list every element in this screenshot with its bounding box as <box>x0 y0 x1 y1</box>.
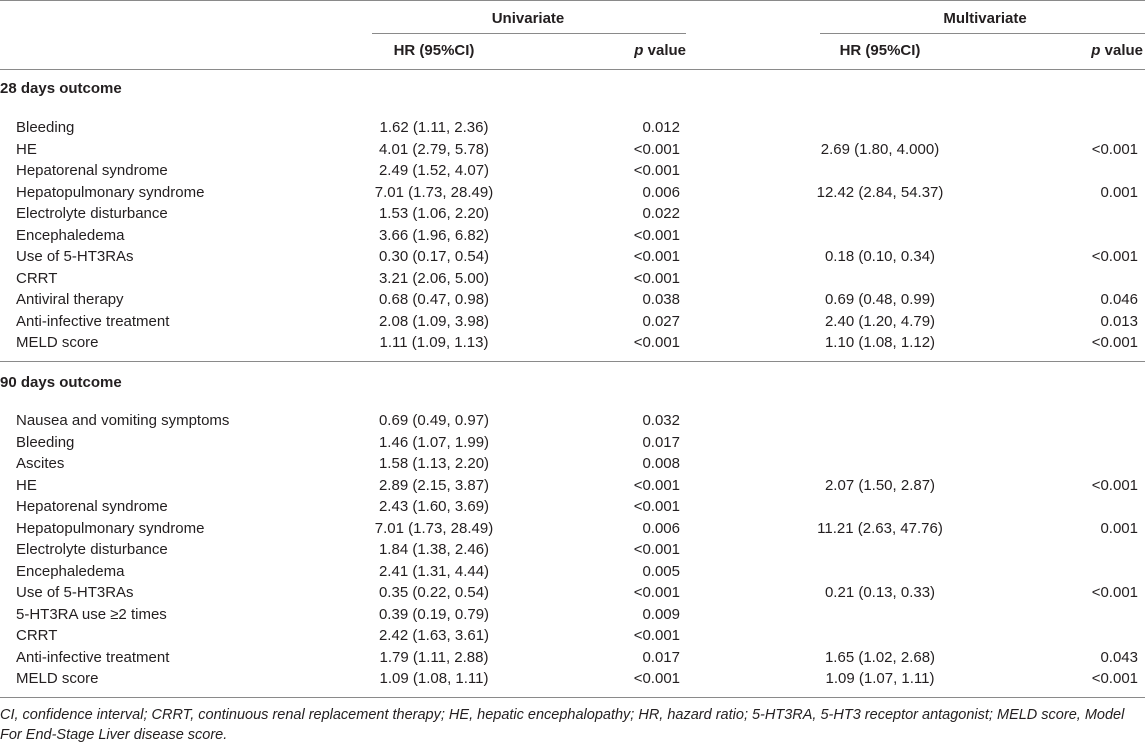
row-label: CRRT <box>16 627 58 644</box>
p-symbol: p <box>1091 42 1101 59</box>
p-value-word: value <box>1100 42 1143 59</box>
univariate-p-cell: 0.022 <box>642 205 680 222</box>
univariate-hr-header: HR (95%CI) <box>393 42 475 59</box>
multivariate-p-cell: <0.001 <box>1091 140 1138 158</box>
row-label: Encephaledema <box>16 226 125 244</box>
univariate-p-cell: <0.001 <box>633 584 680 601</box>
section-title: 90 days outcome <box>0 374 122 391</box>
univariate-hr-cell: 4.01 (2.79, 5.78) <box>378 140 490 158</box>
univariate-hr-cell: 1.46 (1.07, 1.99) <box>378 433 490 451</box>
p-symbol: p <box>634 42 644 59</box>
multivariate-p-cell: 0.001 <box>1100 519 1138 537</box>
univariate-p-cell: 0.006 <box>642 183 680 201</box>
multivariate-hr-cell: 11.21 (2.63, 47.76) <box>817 519 943 537</box>
multivariate-p-cell: <0.001 <box>1091 248 1138 265</box>
top-rule <box>0 0 1145 1</box>
row-label: Ascites <box>16 455 65 472</box>
univariate-p-cell: 0.017 <box>642 433 680 451</box>
univariate-p-cell: 0.027 <box>642 312 680 330</box>
table-footnote: CI, confidence interval; CRRT, continuous renal replacement therapy; HE, hepatic encephalopathy; HR, hazard ratio; 5-HT3RA, 5-HT3 receptor antagonist; MELD score, Model For End-Stage Liver disease score. <box>0 707 1125 743</box>
univariate-p-header <box>634 42 686 60</box>
univariate-p-cell: 0.032 <box>642 412 680 429</box>
multivariate-hr-cell: 0.21 (0.13, 0.33) <box>824 584 936 601</box>
multivariate-p-header <box>1091 42 1143 60</box>
univariate-hr-cell: 0.39 (0.19, 0.79) <box>378 605 490 623</box>
univariate-hr-cell: 2.41 (1.31, 4.44) <box>378 562 490 580</box>
multivariate-p-cell: 0.013 <box>1100 312 1138 330</box>
univariate-p-cell: <0.001 <box>633 269 680 287</box>
multivariate-rule <box>820 33 1145 34</box>
multivariate-p-cell: 0.046 <box>1100 291 1138 308</box>
univariate-hr-cell: 2.49 (1.52, 4.07) <box>378 162 490 179</box>
row-label: Electrolyte disturbance <box>16 205 168 222</box>
univariate-hr-cell: 0.68 (0.47, 0.98) <box>378 291 490 308</box>
univariate-hr-cell: 2.89 (2.15, 3.87) <box>378 476 490 494</box>
univariate-hr-cell: 1.84 (1.38, 2.46) <box>378 541 490 558</box>
univariate-hr-cell: 0.30 (0.17, 0.54) <box>378 248 490 265</box>
row-label: HE <box>16 140 37 158</box>
row-label: Anti-infective treatment <box>16 312 170 330</box>
row-label: Nausea and vomiting symptoms <box>16 412 230 429</box>
row-label: Antiviral therapy <box>16 291 124 308</box>
univariate-p-cell: <0.001 <box>633 140 680 158</box>
multivariate-p-cell: <0.001 <box>1091 670 1138 687</box>
univariate-p-cell: <0.001 <box>633 541 680 558</box>
univariate-p-cell: <0.001 <box>633 498 680 515</box>
row-label: Anti-infective treatment <box>16 648 170 666</box>
univariate-p-cell: <0.001 <box>633 334 680 351</box>
multivariate-hr-cell: 2.40 (1.20, 4.79) <box>824 312 936 330</box>
univariate-p-cell: 0.008 <box>642 455 680 472</box>
row-label: 5-HT3RA use ≥2 times <box>16 605 167 623</box>
row-label: Hepatorenal syndrome <box>16 162 168 179</box>
multivariate-header: Multivariate <box>943 10 1027 27</box>
multivariate-hr-cell: 0.69 (0.48, 0.99) <box>824 291 936 308</box>
univariate-hr-cell: 2.08 (1.09, 3.98) <box>378 312 490 330</box>
univariate-hr-cell: 1.62 (1.11, 2.36) <box>379 119 489 136</box>
univariate-hr-cell: 1.53 (1.06, 2.20) <box>378 205 490 222</box>
univariate-p-cell: <0.001 <box>633 670 680 687</box>
multivariate-p-cell: 0.001 <box>1100 183 1138 201</box>
multivariate-p-cell: 0.043 <box>1100 648 1138 666</box>
section-rule <box>0 361 1145 362</box>
univariate-hr-cell: 1.79 (1.11, 2.88) <box>379 648 489 666</box>
multivariate-hr-cell: 2.69 (1.80, 4.000) <box>820 140 940 158</box>
univariate-hr-cell: 2.43 (1.60, 3.69) <box>378 498 490 515</box>
multivariate-hr-cell: 0.18 (0.10, 0.34) <box>824 248 936 265</box>
row-label: Hepatopulmonary syndrome <box>16 183 205 201</box>
univariate-p-cell: 0.009 <box>642 605 680 623</box>
univariate-hr-cell: 7.01 (1.73, 28.49) <box>374 519 494 537</box>
multivariate-hr-cell: 1.09 (1.07, 1.11) <box>825 670 935 687</box>
p-value-word: value <box>643 42 686 59</box>
row-label: Encephaledema <box>16 562 125 580</box>
row-label: HE <box>16 476 37 494</box>
univariate-hr-cell: 0.69 (0.49, 0.97) <box>378 412 490 429</box>
row-label: Hepatopulmonary syndrome <box>16 519 205 537</box>
univariate-p-cell: 0.012 <box>642 119 680 136</box>
univariate-hr-cell: 7.01 (1.73, 28.49) <box>374 183 494 201</box>
row-label: Hepatorenal syndrome <box>16 498 168 515</box>
univariate-p-cell: 0.005 <box>642 562 680 580</box>
multivariate-hr-header: HR (95%CI) <box>839 42 921 59</box>
header-rule <box>0 69 1145 70</box>
univariate-p-cell: <0.001 <box>633 627 680 644</box>
row-label: MELD score <box>16 670 99 687</box>
multivariate-hr-cell: 12.42 (2.84, 54.37) <box>816 183 944 201</box>
univariate-header: Univariate <box>491 10 565 27</box>
univariate-p-cell: 0.006 <box>642 519 680 537</box>
row-label: Bleeding <box>16 119 75 136</box>
row-label: CRRT <box>16 269 58 287</box>
multivariate-hr-cell: 1.65 (1.02, 2.68) <box>824 648 936 666</box>
univariate-hr-cell: 1.58 (1.13, 2.20) <box>378 455 490 472</box>
row-label: Use of 5-HT3RAs <box>16 584 134 601</box>
univariate-p-cell: <0.001 <box>633 248 680 265</box>
univariate-hr-cell: 3.66 (1.96, 6.82) <box>378 226 490 244</box>
multivariate-hr-cell: 1.10 (1.08, 1.12) <box>824 334 936 351</box>
univariate-rule <box>372 33 686 34</box>
univariate-hr-cell: 2.42 (1.63, 3.61) <box>378 627 490 644</box>
row-label: Use of 5-HT3RAs <box>16 248 134 265</box>
univariate-p-cell: <0.001 <box>633 226 680 244</box>
multivariate-p-cell: <0.001 <box>1091 476 1138 494</box>
row-label: Electrolyte disturbance <box>16 541 168 558</box>
multivariate-hr-cell: 2.07 (1.50, 2.87) <box>824 476 936 494</box>
row-label: MELD score <box>16 334 99 351</box>
univariate-hr-cell: 3.21 (2.06, 5.00) <box>378 269 490 287</box>
univariate-p-cell: 0.038 <box>642 291 680 308</box>
univariate-p-cell: <0.001 <box>633 162 680 179</box>
bottom-rule <box>0 697 1145 698</box>
multivariate-p-cell: <0.001 <box>1091 584 1138 601</box>
univariate-hr-cell: 1.11 (1.09, 1.13) <box>379 334 489 351</box>
univariate-p-cell: 0.017 <box>642 648 680 666</box>
univariate-hr-cell: 0.35 (0.22, 0.54) <box>378 584 490 601</box>
row-label: Bleeding <box>16 433 75 451</box>
section-title: 28 days outcome <box>0 80 122 97</box>
multivariate-p-cell: <0.001 <box>1091 334 1138 351</box>
univariate-p-cell: <0.001 <box>633 476 680 494</box>
univariate-hr-cell: 1.09 (1.08, 1.11) <box>379 670 489 687</box>
